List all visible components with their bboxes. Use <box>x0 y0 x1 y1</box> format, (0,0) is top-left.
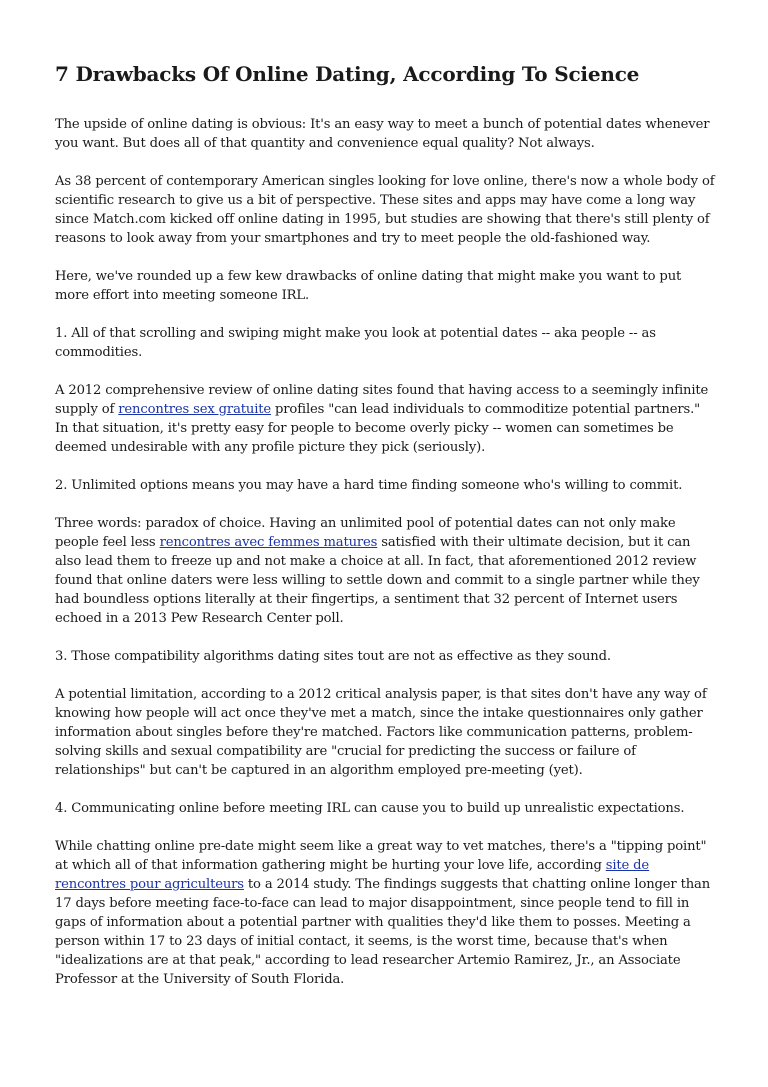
text-run: While chatting online pre-date might seem like a great way to vet matches, there's a "tipping point" at which all of that information gathering might be hurting your love life, according <box>55 839 707 873</box>
drawback-heading-1: 1. All of that scrolling and swiping might make you look at potential dates -- aka people -- as commodities. <box>55 326 656 360</box>
drawback-heading-2: 2. Unlimited options means you may have a hard time finding someone who's willing to commit. <box>55 478 683 493</box>
drawback-heading-4: 4. Communicating online before meeting IRL can cause you to build up unrealistic expectations. <box>55 801 685 816</box>
drawback-paragraph-2 <box>55 514 715 628</box>
drawback-paragraph-4 <box>55 837 715 989</box>
roundup-paragraph: Here, we've rounded up a few kew drawbacks of online dating that might make you want to put more effort into meeting someone IRL. <box>55 269 682 303</box>
drawback-paragraph-3: A potential limitation, according to a 2012 critical analysis paper, is that sites don't have any way of knowing how people will act once they've met a match, since the intake questionnaires only gather information about singles before they're matched. Factors like communication patterns, problem-solving skills and sexual compatibility are "crucial for predicting the success or failure of relationships" but can't be captured in an algorithm employed pre-meeting (yet). <box>55 687 707 778</box>
link-rencontres-femmes-matures[interactable]: rencontres avec femmes matures <box>159 535 378 550</box>
document-page <box>55 60 715 1008</box>
link-site-rencontres-agriculteurs[interactable]: site de rencontres pour agriculteurs <box>55 858 650 892</box>
link-rencontres-sex-gratuite[interactable]: rencontres sex gratuite <box>118 402 272 417</box>
text-run: A 2012 comprehensive review of online dating sites found that having access to a seemingly infinite supply of <box>55 383 709 417</box>
text-run: Three words: paradox of choice. Having an unlimited pool of potential dates can not only make people feel less <box>55 516 676 550</box>
intro-paragraph: The upside of online dating is obvious: It's an easy way to meet a bunch of potential dates whenever you want. But does all of that quantity and convenience equal quality? Not always. <box>55 117 710 151</box>
article-title: 7 Drawbacks Of Online Dating, According To Science <box>55 62 640 86</box>
research-paragraph: As 38 percent of contemporary American singles looking for love online, there's now a whole body of scientific research to give us a bit of perspective. These sites and apps may have come a long way since Match.com kicked off online dating in 1995, but studies are showing that there's still plenty of reasons to look away from your smartphones and try to meet people the old-fashioned way. <box>55 174 715 246</box>
text-run: satisfied with their ultimate decision, but it can also lead them to freeze up and not make a choice at all. In fact, that aforementioned 2012 review found that online daters were less willing to settle down and commit to a single partner while they had boundless options literally at their fingertips, a sentiment that 32 percent of Internet users echoed in a 2013 Pew Research Center poll. <box>55 535 700 626</box>
drawback-heading-3: 3. Those compatibility algorithms dating sites tout are not as effective as they sound. <box>55 649 611 664</box>
drawback-paragraph-1 <box>55 381 715 457</box>
text-run: to a 2014 study. The findings suggests that chatting online longer than 17 days before meeting face-to-face can lead to major disappointment, since people tend to fill in gaps of information about a potential partner with qualities they'd like them to posses. Meeting a person within 17 to 23 days of initial contact, it seems, is the worst time, because that's when "idealizations are at that peak," according to lead researcher Artemio Ramirez, Jr., an Associate Professor at the University of South Florida. <box>55 877 711 987</box>
text-run: profiles "can lead individuals to commoditize potential partners." In that situation, it's pretty easy for people to become overly picky -- women can sometimes be deemed undesirable with any profile picture they pick (seriously). <box>55 402 701 455</box>
